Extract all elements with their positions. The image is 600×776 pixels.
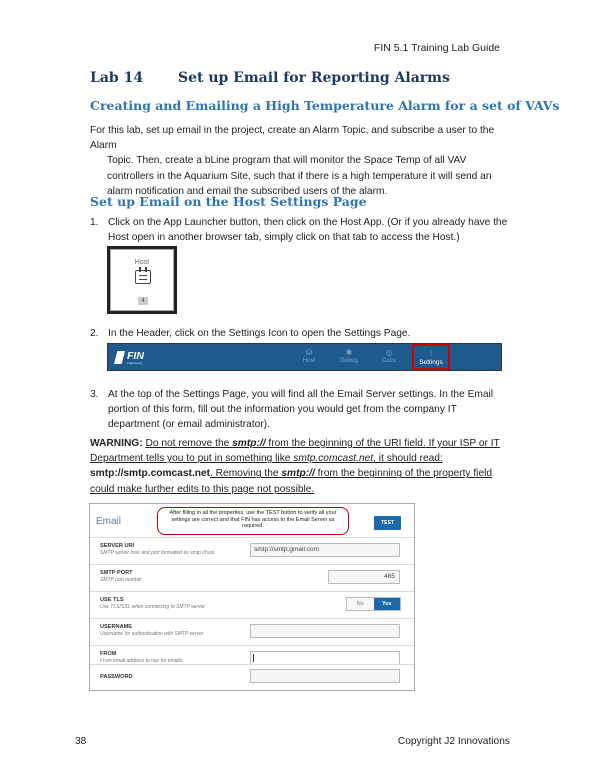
warning-smtp: smtp:// xyxy=(232,438,266,449)
field-desc: Username for authentication with SMTP server xyxy=(100,631,204,637)
running-header: FIN 5.1 Training Lab Guide xyxy=(373,42,500,54)
host-tile-badge: 4 xyxy=(138,297,148,305)
host-tile-label: Host xyxy=(134,259,150,266)
field-desc: Use TLS/SSL when connecting to SMTP server xyxy=(100,604,206,610)
nav-debug[interactable] xyxy=(334,348,364,368)
nav-settings[interactable] xyxy=(416,349,446,369)
step-text: At the top of the Settings Page, you will find all the Email Server settings. In the Email portion of this form, fill out the information you would get from the company IT department (or email administrator). xyxy=(108,389,494,431)
lifebuoy-icon: ◎ xyxy=(385,348,393,357)
field-label: PASSWORD xyxy=(100,674,133,680)
warning-part: from the beginning of the property field could make further edits to this page not possible. xyxy=(90,468,493,495)
lab-title xyxy=(90,70,450,86)
username-input[interactable] xyxy=(250,624,400,638)
database-icon: ⛁ xyxy=(305,348,313,357)
step-1 xyxy=(90,215,510,245)
server-uri-input[interactable]: smtp://smtp.gmail.com xyxy=(250,543,400,557)
tls-no-option[interactable]: No xyxy=(347,598,374,610)
step-number: 2. xyxy=(90,328,99,339)
warning-part: Do not remove the xyxy=(145,438,233,449)
fin-logo-text: FIN xyxy=(127,350,144,362)
field-server-uri xyxy=(90,537,414,564)
field-label: USE TLS xyxy=(100,597,124,603)
step-3 xyxy=(90,387,510,433)
tls-yes-option[interactable]: Yes xyxy=(374,598,401,610)
calendar-icon xyxy=(135,270,151,284)
field-password xyxy=(90,664,414,691)
field-smtp-port xyxy=(90,564,414,591)
step-text: In the Header, click on the Settings Icon to open the Settings Page. xyxy=(108,328,411,339)
host-app-tile[interactable] xyxy=(107,246,177,314)
field-label: SERVER URI xyxy=(100,543,135,549)
fin-logo-mark xyxy=(114,351,125,364)
warning-part: from the beginning of the URI field. If your ISP or IT Department tells you to put in something like xyxy=(90,438,500,465)
fin-logo xyxy=(114,350,156,366)
intro-paragraph xyxy=(90,123,510,199)
field-desc: SMTP port number xyxy=(100,577,143,583)
lab-number: Lab 14 xyxy=(90,70,144,86)
field-desc: SMTP server host and port formatted as smtp://host xyxy=(100,550,215,556)
lab-heading: Set up Email for Reporting Alarms xyxy=(178,70,450,86)
nav-debug-label: Debug xyxy=(340,358,358,364)
email-form-title: Email xyxy=(96,516,122,527)
use-tls-toggle[interactable] xyxy=(346,597,401,611)
warning-example: smtp.comcast.net xyxy=(293,453,374,465)
nav-settings-label: Settings xyxy=(419,359,443,366)
field-label: FROM xyxy=(100,651,117,657)
nav-host-label: Host xyxy=(302,358,316,364)
nav-docs[interactable] xyxy=(374,348,404,368)
copyright: Copyright J2 Innovations xyxy=(397,736,510,747)
test-tip-callout: After filling in all the properties, use the TEST button to verify all your settings are correct and that FIN has access to the Email Server as required. xyxy=(157,507,349,535)
warning-text xyxy=(90,438,500,464)
field-desc: From email address to use for emails xyxy=(100,658,183,664)
nav-host[interactable] xyxy=(294,348,324,368)
text-cursor xyxy=(253,654,254,662)
field-label: USERNAME xyxy=(100,624,133,630)
from-input[interactable] xyxy=(250,651,400,665)
intro-rest: Topic. Then, create a bLine program that will monitor the Space Temp of all VAV controllers in the Aquarium Site, such that if there is a high temperature it will send an alarm notification and email the subscribed users of the alarm. xyxy=(107,155,492,197)
sliders-icon: ⫶ xyxy=(430,349,432,358)
intro-first-line: For this lab, set up email in the project, create an Alarm Topic, and subscribe a user to the Alarm xyxy=(90,125,495,152)
step-number: 1. xyxy=(90,217,99,228)
test-button[interactable]: TEST xyxy=(374,516,401,530)
warning-smtp: smtp:// xyxy=(281,468,315,480)
nav-docs-label: Docs xyxy=(382,358,396,364)
password-input[interactable] xyxy=(250,669,400,683)
page-number: 38 xyxy=(75,736,87,747)
field-use-tls xyxy=(90,591,414,618)
step-2 xyxy=(90,326,510,341)
warning-paragraph xyxy=(90,436,515,497)
field-username xyxy=(90,618,414,645)
bug-icon: ✱ xyxy=(345,348,353,357)
warning-label: WARNING: xyxy=(90,438,143,449)
warning-part: , it should read: xyxy=(373,453,443,465)
step-text: Click on the App Launcher button, then click on the Host App. (Or if you already have the Host open in another browser tab, simply click on that tab to access the Host.) xyxy=(108,217,508,244)
smtp-port-input[interactable]: 465 xyxy=(328,570,400,584)
fin-logo-sub: Framework xyxy=(127,361,143,365)
fin-header-bar xyxy=(107,343,502,371)
step-number: 3. xyxy=(90,389,99,400)
warning-part: . Removing the xyxy=(210,468,282,480)
section-heading-alarm: Creating and Emailing a High Temperature Alarm for a set of VAVs xyxy=(90,98,560,113)
warning-correct: smtp://smtp.comcast.net xyxy=(90,468,211,480)
settings-highlight xyxy=(412,344,450,370)
section-heading-email: Set up Email on the Host Settings Page xyxy=(90,194,367,209)
field-label: SMTP PORT xyxy=(100,570,133,576)
email-settings-form xyxy=(89,503,415,691)
